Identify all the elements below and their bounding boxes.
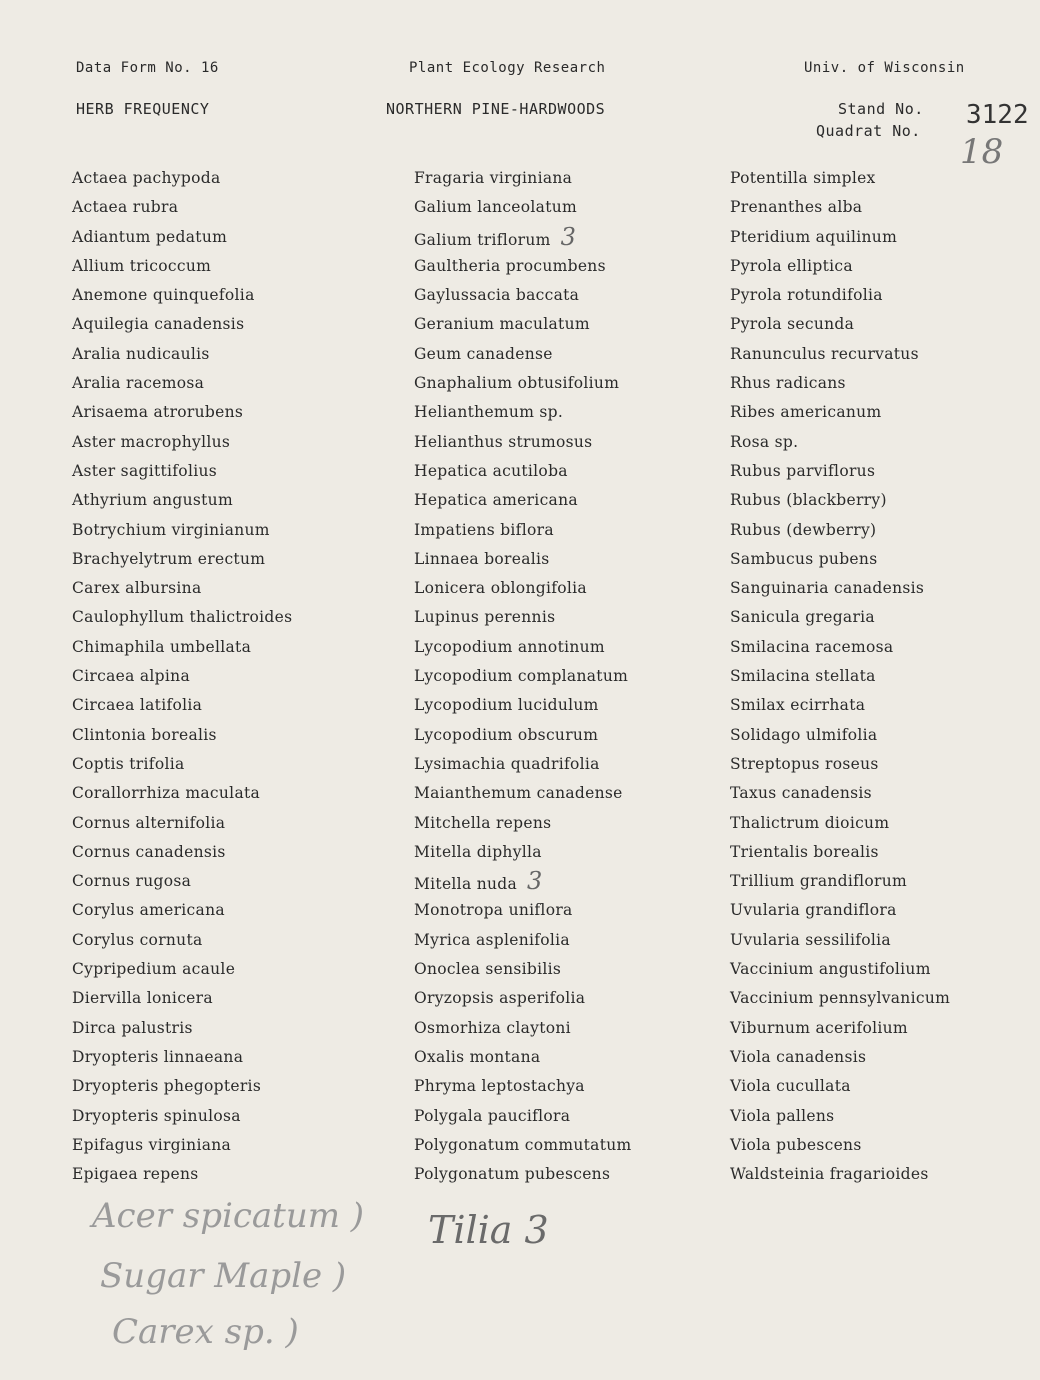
species-item (730, 691, 950, 720)
form-title: HERB FREQUENCY (76, 100, 210, 118)
species-item (414, 516, 632, 545)
species-item (414, 603, 632, 632)
species-name: Aquilegia canadensis (72, 315, 245, 334)
species-name: Rubus (dewberry) (730, 520, 877, 539)
species-item (72, 545, 292, 574)
species-item (730, 369, 950, 398)
species-name: Rhus radicans (730, 374, 846, 393)
species-name: Viola cucullata (730, 1077, 851, 1096)
species-name: Dryopteris phegopteris (72, 1077, 262, 1096)
species-name: Aster sagittifolius (72, 461, 217, 480)
species-name: Allium tricoccum (72, 256, 212, 275)
species-name: Oxalis montana (414, 1047, 541, 1066)
species-name: Viola pubescens (730, 1135, 862, 1154)
species-name: Geranium maculatum (414, 315, 590, 334)
species-name: Polygonatum commutatum (414, 1135, 632, 1154)
species-name: Caulophyllum thalictroides (72, 608, 293, 627)
species-item (72, 1072, 292, 1101)
species-item (730, 926, 950, 955)
university-name: Univ. of Wisconsin (804, 60, 965, 76)
frequency-mark: 3 (527, 867, 543, 896)
species-name: Cornus rugosa (72, 872, 192, 891)
species-item (730, 516, 950, 545)
species-item (414, 633, 632, 662)
species-name: Pteridium aquilinum (730, 227, 898, 246)
species-name: Clintonia borealis (72, 725, 217, 744)
species-item (730, 1072, 950, 1101)
species-name: Dryopteris linnaeana (72, 1047, 244, 1066)
species-item (72, 369, 292, 398)
species-item (730, 779, 950, 808)
species-item (730, 1160, 950, 1189)
species-name: Pyrola secunda (730, 315, 855, 334)
species-name: Lysimachia quadrifolia (414, 754, 600, 773)
species-item (730, 428, 950, 457)
species-item (72, 721, 292, 750)
species-item (72, 310, 292, 339)
species-item (72, 838, 292, 867)
species-name: Epifagus virginiana (72, 1135, 232, 1154)
species-name: Dryopteris spinulosa (72, 1106, 241, 1125)
species-name: Viburnum acerifolium (730, 1018, 908, 1037)
species-item (414, 1102, 632, 1131)
species-item (72, 926, 292, 955)
pencil-note-line-3: Carex sp. ) (112, 1312, 299, 1352)
species-name: Solidago ulmifolia (730, 725, 878, 744)
species-item (414, 457, 632, 486)
species-item (72, 955, 292, 984)
quadrat-number-value: 18 (960, 132, 1004, 172)
species-name: Adiantum pedatum (72, 227, 228, 246)
species-item (72, 516, 292, 545)
species-name: Lycopodium obscurum (414, 725, 599, 744)
species-item (730, 1102, 950, 1131)
species-name: Vaccinium angustifolium (730, 960, 931, 979)
species-item (72, 1014, 292, 1043)
species-item (414, 252, 632, 281)
species-item (72, 633, 292, 662)
species-name: Circaea latifolia (72, 696, 203, 715)
pencil-note-line-1: Acer spicatum ) (92, 1196, 365, 1236)
species-name: Cornus alternifolia (72, 813, 226, 832)
species-name: Sanguinaria canadensis (730, 579, 925, 598)
species-name: Linnaea borealis (414, 549, 550, 568)
stand-number-value: 3122 (966, 100, 1029, 130)
species-item (72, 428, 292, 457)
species-item (730, 633, 950, 662)
species-item (730, 662, 950, 691)
species-item (730, 281, 950, 310)
species-name: Diervilla lonicera (72, 989, 213, 1008)
species-name: Polygonatum pubescens (414, 1165, 611, 1184)
species-name: Athyrium angustum (72, 491, 233, 510)
species-name: Mitella nuda (414, 875, 518, 894)
species-item (72, 691, 292, 720)
species-name: Hepatica americana (414, 491, 578, 510)
species-item (72, 750, 292, 779)
species-name: Cypripedium acaule (72, 960, 236, 979)
species-name: Coptis trifolia (72, 754, 185, 773)
species-item (414, 310, 632, 339)
species-name: Rubus (blackberry) (730, 491, 887, 510)
species-name: Trientalis borealis (730, 842, 879, 861)
species-name: Corallorrhiza maculata (72, 784, 261, 803)
species-item (730, 252, 950, 281)
species-item (414, 1131, 632, 1160)
species-item (414, 721, 632, 750)
species-item (72, 984, 292, 1013)
species-item (72, 164, 292, 193)
species-item (72, 1131, 292, 1160)
species-name: Impatiens biflora (414, 520, 554, 539)
species-name: Polygala pauciflora (414, 1106, 571, 1125)
species-item (72, 1160, 292, 1189)
species-name: Monotropa uniflora (414, 901, 573, 920)
species-item (72, 193, 292, 222)
species-item (414, 369, 632, 398)
organization-name: Plant Ecology Research (409, 60, 606, 76)
species-item (730, 574, 950, 603)
species-item (72, 779, 292, 808)
species-item (730, 193, 950, 222)
species-item (730, 340, 950, 369)
species-item (414, 926, 632, 955)
species-name: Phryma leptostachya (414, 1077, 585, 1096)
species-name: Geum canadense (414, 344, 553, 363)
quadrat-label: Quadrat No. (816, 122, 921, 140)
stand-label: Stand No. (838, 100, 924, 118)
species-item (414, 223, 632, 252)
species-name: Arisaema atrorubens (72, 403, 244, 422)
species-item (72, 574, 292, 603)
species-name: Ranunculus recurvatus (730, 344, 919, 363)
species-name: Lycopodium annotinum (414, 637, 605, 656)
species-item (730, 545, 950, 574)
form-number: Data Form No. 16 (76, 60, 219, 76)
species-name: Gaultheria procumbens (414, 256, 606, 275)
species-name: Ribes americanum (730, 403, 882, 422)
species-item (72, 223, 292, 252)
species-name: Uvularia sessilifolia (730, 930, 891, 949)
species-item (730, 809, 950, 838)
species-name: Actaea pachypoda (72, 169, 221, 187)
species-item (414, 545, 632, 574)
species-name: Epigaea repens (72, 1165, 199, 1184)
species-name: Myrica asplenifolia (414, 930, 570, 949)
species-item (414, 340, 632, 369)
species-name: Gnaphalium obtusifolium (414, 374, 620, 393)
species-column-2 (414, 164, 632, 1189)
species-name: Trillium grandiflorum (730, 872, 908, 891)
species-name: Taxus canadensis (730, 784, 872, 803)
species-item (414, 809, 632, 838)
species-name: Osmorhiza claytoni (414, 1018, 571, 1037)
species-item (730, 984, 950, 1013)
community-title: NORTHERN PINE-HARDWOODS (386, 100, 606, 118)
species-name: Thalictrum dioicum (730, 813, 890, 832)
species-item (414, 574, 632, 603)
species-name: Sambucus pubens (730, 549, 878, 568)
species-name: Corylus cornuta (72, 930, 203, 949)
species-item (72, 281, 292, 310)
species-item (414, 750, 632, 779)
species-name: Hepatica acutiloba (414, 461, 568, 480)
species-name: Corylus americana (72, 901, 225, 920)
species-name: Cornus canadensis (72, 842, 226, 861)
species-item (414, 428, 632, 457)
species-name: Onoclea sensibilis (414, 960, 562, 979)
species-name: Viola canadensis (730, 1047, 867, 1066)
species-name: Galium triflorum (414, 230, 551, 249)
species-item (730, 867, 950, 896)
species-item (730, 1043, 950, 1072)
species-item (730, 164, 950, 193)
species-item (730, 457, 950, 486)
species-name: Oryzopsis asperifolia (414, 989, 586, 1008)
species-item (72, 398, 292, 427)
species-name: Smilacina stellata (730, 667, 876, 686)
species-name: Aralia nudicaulis (72, 344, 210, 363)
species-item (730, 398, 950, 427)
species-item (72, 1102, 292, 1131)
species-name: Anemone quinquefolia (72, 286, 255, 305)
species-name: Aster macrophyllus (72, 432, 231, 451)
species-item (414, 1043, 632, 1072)
frequency-mark: 3 (560, 222, 577, 251)
species-name: Rubus parviflorus (730, 461, 876, 480)
species-item (730, 310, 950, 339)
species-name: Mitella diphylla (414, 842, 542, 861)
species-item (730, 955, 950, 984)
species-item (72, 867, 292, 896)
species-name: Pyrola rotundifolia (730, 286, 883, 305)
species-item (730, 750, 950, 779)
species-name: Maianthemum canadense (414, 784, 623, 803)
species-item (414, 1160, 632, 1189)
species-item (414, 164, 632, 193)
species-item (72, 809, 292, 838)
species-item (730, 603, 950, 632)
species-item (730, 1014, 950, 1043)
species-name: Vaccinium pennsylvanicum (730, 989, 951, 1008)
species-column-1 (72, 164, 292, 1189)
species-item (730, 223, 950, 252)
species-name: Mitchella repens (414, 813, 552, 832)
species-name: Circaea alpina (72, 667, 190, 686)
species-item (72, 457, 292, 486)
species-name: Lycopodium lucidulum (414, 696, 599, 715)
species-name: Prenanthes alba (730, 198, 863, 217)
species-name: Uvularia grandiflora (730, 901, 897, 920)
species-name: Aralia racemosa (72, 374, 205, 393)
species-item (72, 340, 292, 369)
pencil-note-line-2: Sugar Maple ) (100, 1256, 347, 1296)
species-name: Carex albursina (72, 579, 202, 598)
species-item (414, 779, 632, 808)
species-name: Rosa sp. (730, 432, 799, 451)
species-item (414, 662, 632, 691)
species-item (730, 721, 950, 750)
species-name: Actaea rubra (72, 198, 179, 217)
species-item (414, 955, 632, 984)
species-item (72, 603, 292, 632)
species-name: Galium lanceolatum (414, 198, 578, 217)
species-item (72, 252, 292, 281)
species-name: Viola pallens (730, 1106, 835, 1125)
species-name: Lonicera oblongifolia (414, 579, 587, 598)
species-name: Fragaria virginiana (414, 169, 573, 187)
species-item (730, 896, 950, 925)
species-item (72, 662, 292, 691)
species-name: Potentilla simplex (730, 169, 876, 187)
species-item (414, 281, 632, 310)
species-item (72, 1043, 292, 1072)
species-item (730, 486, 950, 515)
species-item (72, 896, 292, 925)
species-name: Lupinus perennis (414, 608, 556, 627)
species-item (414, 1014, 632, 1043)
species-name: Gaylussacia baccata (414, 286, 580, 305)
species-name: Brachyelytrum erectum (72, 549, 266, 568)
species-item (414, 984, 632, 1013)
species-item (414, 1072, 632, 1101)
species-name: Helianthemum sp. (414, 403, 564, 422)
species-item (414, 896, 632, 925)
species-item (72, 486, 292, 515)
species-item (414, 867, 632, 896)
species-name: Chimaphila umbellata (72, 637, 252, 656)
species-name: Helianthus strumosus (414, 432, 593, 451)
species-name: Botrychium virginianum (72, 520, 270, 539)
species-item (414, 398, 632, 427)
handwritten-tilia-note: Tilia 3 (428, 1208, 549, 1252)
species-name: Smilacina racemosa (730, 637, 894, 656)
species-name: Smilax ecirrhata (730, 696, 866, 715)
species-name: Streptopus roseus (730, 754, 879, 773)
species-name: Pyrola elliptica (730, 256, 853, 275)
species-name: Lycopodium complanatum (414, 667, 629, 686)
species-column-3 (730, 164, 950, 1189)
species-name: Dirca palustris (72, 1018, 193, 1037)
species-item (414, 486, 632, 515)
species-item (730, 1131, 950, 1160)
species-name: Waldsteinia fragarioides (730, 1165, 929, 1184)
species-item (414, 691, 632, 720)
species-item (414, 193, 632, 222)
species-item (730, 838, 950, 867)
species-name: Sanicula gregaria (730, 608, 875, 627)
species-item (414, 838, 632, 867)
